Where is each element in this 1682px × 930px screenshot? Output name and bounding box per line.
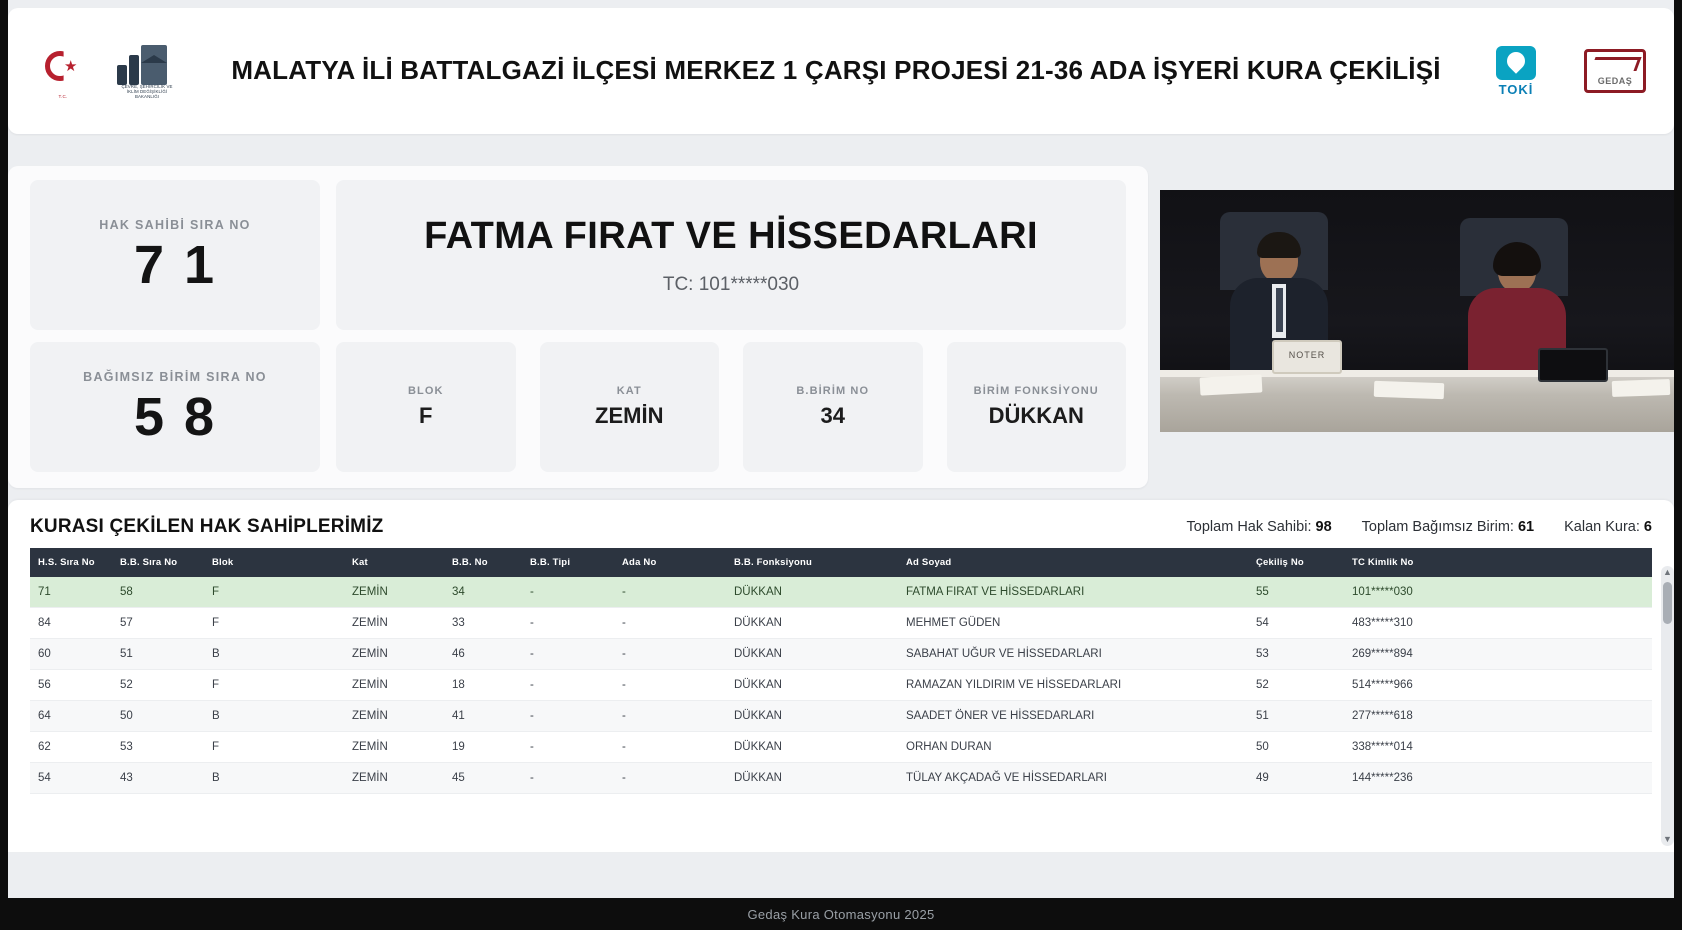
cell-bb-sira-no: 43 — [112, 763, 204, 794]
cell-cekilis-no: 50 — [1248, 732, 1344, 763]
detail-value-bbirim-no: 34 — [820, 403, 845, 428]
detail-value-birim-fonksiyonu: DÜKKAN — [988, 403, 1084, 428]
cell-bb-fonksiyonu: DÜKKAN — [726, 732, 898, 763]
left-logos — [8, 43, 208, 99]
cell-cekilis-no: 54 — [1248, 608, 1344, 639]
cell-bb-no: 33 — [444, 608, 522, 639]
detail-label-bbirim-no: B.BİRİM NO — [796, 385, 870, 397]
cell-hs-sira-no: 71 — [30, 577, 112, 608]
cell-bb-tipi: - — [522, 732, 614, 763]
cell-blok: B — [204, 639, 344, 670]
cell-ad-soyad: RAMAZAN YILDIRIM VE HİSSEDARLARI — [898, 670, 1248, 701]
emblem-caption: T.C. — [58, 94, 68, 99]
cell-bb-sira-no: 51 — [112, 639, 204, 670]
owner-tc-number: TC: 101*****030 — [662, 273, 800, 295]
gedas-label: GEDAŞ — [1597, 76, 1633, 86]
cell-tc-kimlik-no: 144*****236 — [1344, 763, 1652, 794]
cell-blok: B — [204, 701, 344, 732]
cell-hs-sira-no: 62 — [30, 732, 112, 763]
cell-ad-soyad: ORHAN DURAN — [898, 732, 1248, 763]
cell-ada-no: - — [614, 639, 726, 670]
cell-cekilis-no: 49 — [1248, 763, 1344, 794]
column-header-bb-tipi[interactable]: B.B. Tipi — [522, 548, 614, 577]
owner-name-card — [336, 180, 1126, 330]
cell-ad-soyad: SAADET ÖNER VE HİSSEDARLARI — [898, 701, 1248, 732]
cell-bb-sira-no: 58 — [112, 577, 204, 608]
gedas-logo-icon — [1576, 49, 1654, 93]
results-table-section — [8, 500, 1674, 852]
person-notary-male — [1260, 238, 1298, 282]
cell-kat: ZEMİN — [344, 732, 444, 763]
cell-tc-kimlik-no: 277*****618 — [1344, 701, 1652, 732]
cell-ad-soyad: MEHMET GÜDEN — [898, 608, 1248, 639]
cell-bb-fonksiyonu: DÜKKAN — [726, 639, 898, 670]
detail-label-kat: KAT — [616, 385, 642, 397]
cell-bb-fonksiyonu: DÜKKAN — [726, 763, 898, 794]
cell-kat: ZEMİN — [344, 608, 444, 639]
column-header-blok[interactable]: Blok — [204, 548, 344, 577]
toki-logo-icon — [1484, 46, 1548, 97]
hs-digit-1: 7 — [133, 235, 166, 295]
header-bar — [8, 8, 1674, 134]
stat-toplam-bagimsiz-birim-value: 61 — [1517, 519, 1535, 535]
right-logos — [1464, 46, 1674, 97]
cell-ada-no: - — [614, 763, 726, 794]
stat-kalan-kura — [1564, 519, 1652, 535]
paper-right — [1612, 379, 1671, 397]
results-header — [8, 500, 1674, 548]
table-row[interactable] — [30, 670, 1652, 701]
bb-digit-2: 8 — [184, 387, 217, 447]
cell-ad-soyad: FATMA FIRAT VE HİSSEDARLARI — [898, 577, 1248, 608]
footer-text: Gedaş Kura Otomasyonu 2025 — [747, 906, 935, 922]
footer-bar — [0, 898, 1682, 930]
toki-label: TOKİ — [1498, 81, 1534, 97]
stat-toplam-hak-sahibi-label: Toplam Hak Sahibi: — [1186, 519, 1312, 535]
cell-bb-fonksiyonu: DÜKKAN — [726, 577, 898, 608]
cell-blok: B — [204, 763, 344, 794]
cell-ada-no: - — [614, 701, 726, 732]
detail-card-kat — [540, 342, 720, 472]
stat-toplam-bagimsiz-birim — [1362, 519, 1534, 535]
cell-kat: ZEMİN — [344, 577, 444, 608]
cell-bb-no: 34 — [444, 577, 522, 608]
column-header-bb-fonksiyonu[interactable]: B.B. Fonksiyonu — [726, 548, 898, 577]
results-table — [30, 548, 1652, 794]
bagimsiz-birim-sira-no-label: BAĞIMSIZ BİRİM SIRA NO — [83, 370, 267, 384]
column-header-ad-soyad[interactable]: Ad Soyad — [898, 548, 1248, 577]
hak-sahibi-sira-no-card — [30, 180, 320, 330]
scroll-down-icon[interactable]: ▼ — [1663, 834, 1672, 844]
stat-kalan-kura-label: Kalan Kura: — [1564, 519, 1640, 535]
table-row[interactable] — [30, 701, 1652, 732]
bagimsiz-birim-sira-no-value — [133, 387, 217, 447]
column-header-tc-kimlik-no[interactable]: TC Kimlik No — [1344, 548, 1652, 577]
column-header-kat[interactable]: Kat — [344, 548, 444, 577]
cell-ada-no: - — [614, 608, 726, 639]
table-row[interactable] — [30, 763, 1652, 794]
column-header-bb-sira-no[interactable]: B.B. Sıra No — [112, 548, 204, 577]
cell-hs-sira-no: 84 — [30, 608, 112, 639]
cell-ada-no: - — [614, 732, 726, 763]
column-header-bb-no[interactable]: B.B. No — [444, 548, 522, 577]
stat-toplam-hak-sahibi-value: 98 — [1315, 519, 1332, 535]
cell-tc-kimlik-no: 101*****030 — [1344, 577, 1652, 608]
table-scrollbar[interactable] — [1661, 566, 1674, 846]
turkish-republic-emblem-icon: ★ T.C. — [37, 45, 89, 97]
page-title: MALATYA İLİ BATTALGAZİ İLÇESİ MERKEZ 1 ÇARŞI PROJESİ 21-36 ADA İŞYERİ KURA ÇEKİLİŞİ — [231, 55, 1441, 86]
results-table-head — [30, 548, 1652, 577]
results-title: KURASI ÇEKİLEN HAK SAHİPLERİMİZ — [30, 516, 384, 537]
table-row[interactable] — [30, 639, 1652, 670]
cell-bb-tipi: - — [522, 577, 614, 608]
cell-cekilis-no: 51 — [1248, 701, 1344, 732]
cell-kat: ZEMİN — [344, 639, 444, 670]
paper-left — [1200, 374, 1263, 395]
detail-value-blok: F — [419, 403, 433, 428]
live-video-feed[interactable] — [1160, 190, 1682, 432]
cell-bb-tipi: - — [522, 608, 614, 639]
stat-toplam-bagimsiz-birim-label: Toplam Bağımsız Birim: — [1361, 519, 1514, 535]
cell-bb-sira-no: 57 — [112, 608, 204, 639]
cell-cekilis-no: 53 — [1248, 639, 1344, 670]
cell-kat: ZEMİN — [344, 763, 444, 794]
owner-name: FATMA FIRAT VE HİSSEDARLARI — [424, 214, 1038, 257]
cell-ada-no: - — [614, 577, 726, 608]
cell-ad-soyad: TÜLAY AKÇADAĞ VE HİSSEDARLARI — [898, 763, 1248, 794]
cell-blok: F — [204, 670, 344, 701]
cell-bb-tipi: - — [522, 701, 614, 732]
cell-blok: F — [204, 577, 344, 608]
cell-bb-tipi: - — [522, 670, 614, 701]
detail-card-bbirim-no — [743, 342, 923, 472]
cell-kat: ZEMİN — [344, 670, 444, 701]
ministry-caption: ÇEVRE, ŞEHİRCİLİK VE İKLİM DEĞİŞİKLİĞİ BAKANLIĞI — [121, 84, 173, 99]
column-header-ada-no[interactable]: Ada No — [614, 548, 726, 577]
detail-card-blok — [336, 342, 516, 472]
notary-sign-placard — [1272, 340, 1342, 374]
cell-bb-fonksiyonu: DÜKKAN — [726, 670, 898, 701]
cell-ad-soyad: SABAHAT UĞUR VE HİSSEDARLARI — [898, 639, 1248, 670]
column-header-cekilis-no[interactable]: Çekiliş No — [1248, 548, 1344, 577]
cell-hs-sira-no: 64 — [30, 701, 112, 732]
results-table-body — [30, 577, 1652, 794]
column-header-hs-sira-no[interactable]: H.S. Sıra No — [30, 548, 112, 577]
cell-bb-no: 46 — [444, 639, 522, 670]
cell-hs-sira-no: 60 — [30, 639, 112, 670]
hak-sahibi-sira-no-value — [133, 235, 217, 295]
cell-bb-fonksiyonu: DÜKKAN — [726, 608, 898, 639]
cell-tc-kimlik-no: 483*****310 — [1344, 608, 1652, 639]
detail-value-kat: ZEMİN — [595, 403, 664, 428]
notary-sign-text: NOTER — [1288, 350, 1326, 360]
laptop-right — [1538, 348, 1608, 382]
cell-cekilis-no: 52 — [1248, 670, 1344, 701]
cell-cekilis-no: 55 — [1248, 577, 1344, 608]
cell-kat: ZEMİN — [344, 701, 444, 732]
unit-detail-row — [336, 342, 1126, 472]
left-letterbox — [0, 0, 8, 930]
cell-bb-sira-no: 53 — [112, 732, 204, 763]
hak-sahibi-sira-no-label: HAK SAHİBİ SIRA NO — [99, 218, 251, 232]
cell-bb-tipi: - — [522, 763, 614, 794]
table-row[interactable] — [30, 732, 1652, 763]
cell-bb-no: 45 — [444, 763, 522, 794]
detail-label-birim-fonksiyonu: BİRİM FONKSİYONU — [973, 385, 1099, 397]
scrollbar-thumb[interactable] — [1663, 582, 1672, 624]
hs-digit-2: 1 — [184, 235, 217, 295]
stat-kalan-kura-value: 6 — [1643, 519, 1652, 535]
scroll-up-icon[interactable]: ▲ — [1663, 567, 1672, 577]
cell-tc-kimlik-no: 269*****894 — [1344, 639, 1652, 670]
bagimsiz-birim-sira-no-card — [30, 342, 320, 472]
ministry-building-icon — [115, 43, 179, 99]
results-stats — [1187, 519, 1652, 535]
person-official-female — [1498, 248, 1536, 292]
detail-label-blok: BLOK — [407, 385, 444, 397]
cell-blok: F — [204, 608, 344, 639]
cell-blok: F — [204, 732, 344, 763]
cell-bb-sira-no: 50 — [112, 701, 204, 732]
paper-center — [1374, 381, 1445, 399]
cell-tc-kimlik-no: 514*****966 — [1344, 670, 1652, 701]
stat-toplam-hak-sahibi — [1187, 519, 1332, 535]
cell-bb-tipi: - — [522, 639, 614, 670]
table-row[interactable] — [30, 608, 1652, 639]
bb-digit-1: 5 — [133, 387, 166, 447]
cell-hs-sira-no: 56 — [30, 670, 112, 701]
cell-bb-no: 19 — [444, 732, 522, 763]
table-header-row — [30, 548, 1652, 577]
cell-bb-no: 18 — [444, 670, 522, 701]
detail-card-birim-fonksiyonu — [947, 342, 1127, 472]
cell-tc-kimlik-no: 338*****014 — [1344, 732, 1652, 763]
table-row[interactable] — [30, 577, 1652, 608]
cell-bb-sira-no: 52 — [112, 670, 204, 701]
cell-bb-fonksiyonu: DÜKKAN — [726, 701, 898, 732]
cell-bb-no: 41 — [444, 701, 522, 732]
draw-info-panel — [8, 166, 1148, 488]
cell-ada-no: - — [614, 670, 726, 701]
cell-hs-sira-no: 54 — [30, 763, 112, 794]
right-letterbox — [1674, 0, 1682, 930]
